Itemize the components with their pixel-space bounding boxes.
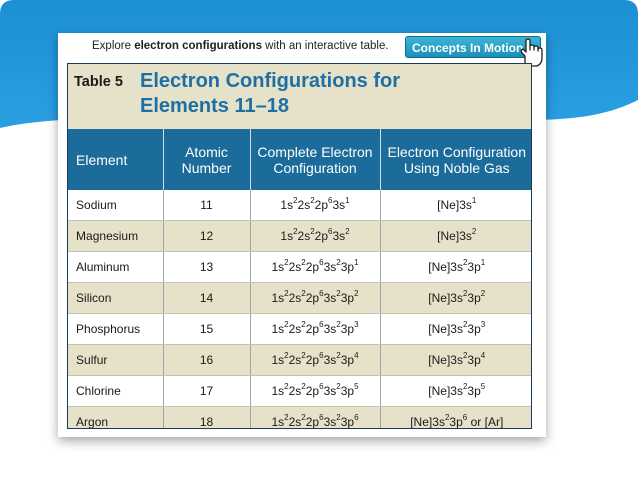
cell-element: Argon — [68, 407, 163, 430]
explore-prefix: Explore — [92, 40, 135, 52]
cell-atomic-number: 13 — [163, 252, 250, 283]
table-row — [68, 345, 532, 376]
cell-atomic-number: 11 — [163, 190, 250, 221]
table-row — [68, 283, 532, 314]
cell-complete-config: $1s^22s^22p^63s^23p^2$ — [250, 283, 380, 314]
table-row — [68, 190, 532, 221]
electron-config-table — [67, 63, 532, 429]
table-title-line-2: Elements 11–18 — [140, 95, 289, 117]
cell-noble-gas-config: $[Ne]3s^2$ — [380, 221, 532, 252]
col-header-atomic-number: Atomic Number — [163, 129, 250, 190]
col-header-noble-gas-config: Electron Configuration Using Noble Gas — [380, 129, 532, 190]
col-header-element: Element — [68, 129, 163, 190]
table-row — [68, 376, 532, 407]
explore-bold: electron configurations — [134, 40, 262, 52]
explore-text — [92, 40, 389, 52]
cell-noble-gas-config: $[Ne]3s^23p^4$ — [380, 345, 532, 376]
cell-atomic-number: 14 — [163, 283, 250, 314]
cell-element: Magnesium — [68, 221, 163, 252]
cell-atomic-number: 18 — [163, 407, 250, 430]
cell-complete-config: $1s^22s^22p^63s^1$ — [250, 190, 380, 221]
cell-complete-config: $1s^22s^22p^63s^23p^5$ — [250, 376, 380, 407]
cell-atomic-number: 16 — [163, 345, 250, 376]
cell-noble-gas-config: $[Ne]3s^1$ — [380, 190, 532, 221]
cell-element: Chlorine — [68, 376, 163, 407]
explore-suffix: with an interactive table. — [261, 40, 389, 52]
cell-complete-config: $1s^22s^22p^63s^2$ — [250, 221, 380, 252]
header-row — [68, 129, 532, 190]
cell-complete-config: $1s^22s^22p^63s^23p^1$ — [250, 252, 380, 283]
table-title-line-1: Electron Configurations for — [140, 70, 400, 92]
table-row — [68, 252, 532, 283]
table-row — [68, 314, 532, 345]
table-title-bar — [68, 64, 531, 129]
table-row — [68, 221, 532, 252]
table-title — [140, 69, 400, 119]
cell-noble-gas-config: $[Ne]3s^23p^6$ or [Ar] — [380, 407, 532, 430]
cell-atomic-number: 15 — [163, 314, 250, 345]
concepts-in-motion-button[interactable]: Concepts In Motion — [405, 36, 541, 58]
cell-noble-gas-config: $[Ne]3s^23p^1$ — [380, 252, 532, 283]
cell-element: Phosphorus — [68, 314, 163, 345]
cell-noble-gas-config: $[Ne]3s^23p^3$ — [380, 314, 532, 345]
cell-element: Sulfur — [68, 345, 163, 376]
cell-noble-gas-config: $[Ne]3s^23p^5$ — [380, 376, 532, 407]
data-table — [68, 129, 532, 429]
cell-element: Sodium — [68, 190, 163, 221]
cell-atomic-number: 17 — [163, 376, 250, 407]
table-body — [68, 190, 532, 429]
cell-complete-config: $1s^22s^22p^63s^23p^4$ — [250, 345, 380, 376]
cell-element: Aluminum — [68, 252, 163, 283]
table-row — [68, 407, 532, 430]
cell-atomic-number: 12 — [163, 221, 250, 252]
cell-complete-config: $1s^22s^22p^63s^23p^6$ — [250, 407, 380, 430]
table-label: Table 5 — [74, 74, 123, 90]
cell-element: Silicon — [68, 283, 163, 314]
col-header-complete-config: Complete Electron Configuration — [250, 129, 380, 190]
cell-complete-config: $1s^22s^22p^63s^23p^3$ — [250, 314, 380, 345]
cell-noble-gas-config: $[Ne]3s^23p^2$ — [380, 283, 532, 314]
